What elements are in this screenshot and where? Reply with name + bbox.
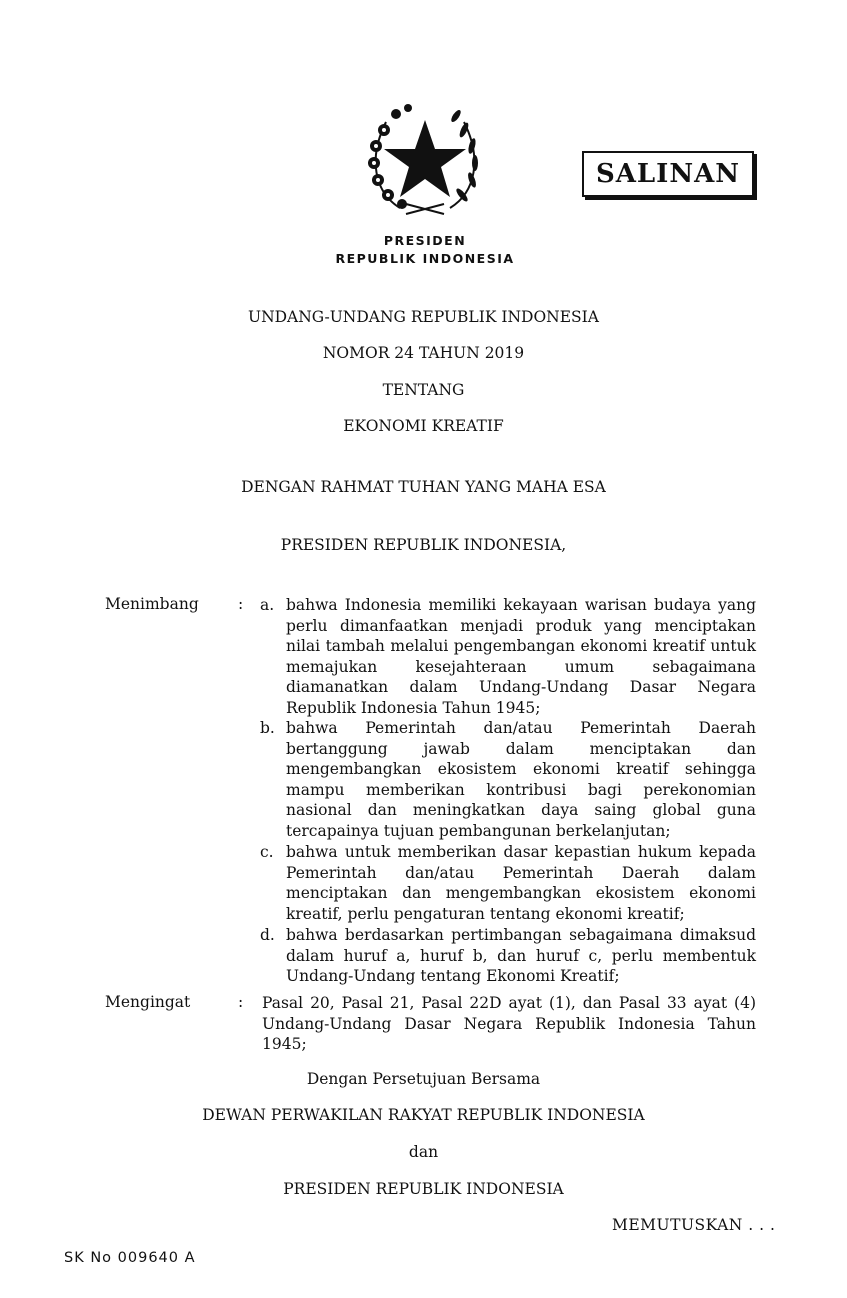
approval-conjunction: dan (408, 1143, 439, 1161)
mengingat-text: Pasal 20, Pasal 21, Pasal 22D ayat (1), dan Pasal 33 ayat (4) Undang-Undang Dasar Negara Republik Indonesia Tahun 1945; (262, 994, 756, 1054)
preamble-grace: DENGAN RAHMAT TUHAN YANG MAHA ESA (241, 478, 606, 496)
institution-header (300, 232, 550, 268)
approval-party-president: PRESIDEN REPUBLIK INDONESIA (283, 1180, 564, 1198)
item-letter: b. (260, 719, 275, 737)
law-title: UNDANG-UNDANG REPUBLIK INDONESIA (248, 308, 599, 326)
menimbang-label: Menimbang (105, 595, 199, 613)
item-text: bahwa berdasarkan pertimbangan sebagaimana dimaksud dalam huruf a, huruf b, dan huruf c, perlu membentuk Undang-Undang tentang Ekonomi Kreatif; (286, 926, 756, 986)
mengingat-label: Mengingat (105, 993, 191, 1011)
menimbang-colon: : (238, 595, 244, 613)
presidential-emblem-icon (360, 100, 490, 220)
approval-party-dpr: DEWAN PERWAKILAN RAKYAT REPUBLIK INDONESIA (202, 1106, 645, 1124)
item-text: bahwa Indonesia memiliki kekayaan warisan budaya yang perlu dimanfaatkan menjadi produk yang menciptakan nilai tambah melalui pengembangan ekonomi kreatif untuk memajukan kesejahteraan umum sebagaimana diamanatkan dalam Undang-Undang Dasar Negara Republik Indonesia Tahun 1945; (286, 596, 756, 717)
item-text: bahwa Pemerintah dan/atau Pemerintah Daerah bertanggung jawab dalam menciptakan dan mengembangkan ekosistem ekonomi kreatif sehingga mampu memberikan kontribusi bagi perekonomian nasional dan meningkatkan daya saing global guna tercapainya tujuan pembangunan berkelanjutan; (286, 719, 756, 840)
header-line-republik: REPUBLIK INDONESIA (335, 251, 515, 266)
item-letter: c. (260, 843, 274, 861)
menimbang-item-b (260, 718, 756, 842)
law-number: NOMOR 24 TAHUN 2019 (322, 344, 525, 362)
law-subject: EKONOMI KREATIF (343, 417, 504, 435)
header-line-presiden: PRESIDEN (383, 233, 467, 248)
salinan-stamp: SALINAN (582, 151, 754, 197)
menimbang-item-c (260, 842, 756, 924)
approval-intro: Dengan Persetujuan Bersama (306, 1070, 541, 1088)
item-letter: a. (260, 596, 275, 614)
continuation-text: MEMUTUSKAN . . . (612, 1216, 776, 1234)
menimbang-item-d (260, 925, 756, 987)
sk-number: SK No 009640 A (64, 1250, 196, 1266)
mengingat-colon: : (238, 993, 244, 1011)
menimbang-item-a (260, 595, 756, 719)
law-about: TENTANG (382, 381, 465, 399)
preamble-president: PRESIDEN REPUBLIK INDONESIA, (280, 536, 567, 554)
item-letter: d. (260, 926, 275, 944)
item-text: bahwa untuk memberikan dasar kepastian hukum kepada Pemerintah dan/atau Pemerintah Daerah dalam menciptakan dan mengembangkan ekosistem ekonomi kreatif, perlu pengaturan tentang ekonomi kreatif; (286, 843, 756, 923)
